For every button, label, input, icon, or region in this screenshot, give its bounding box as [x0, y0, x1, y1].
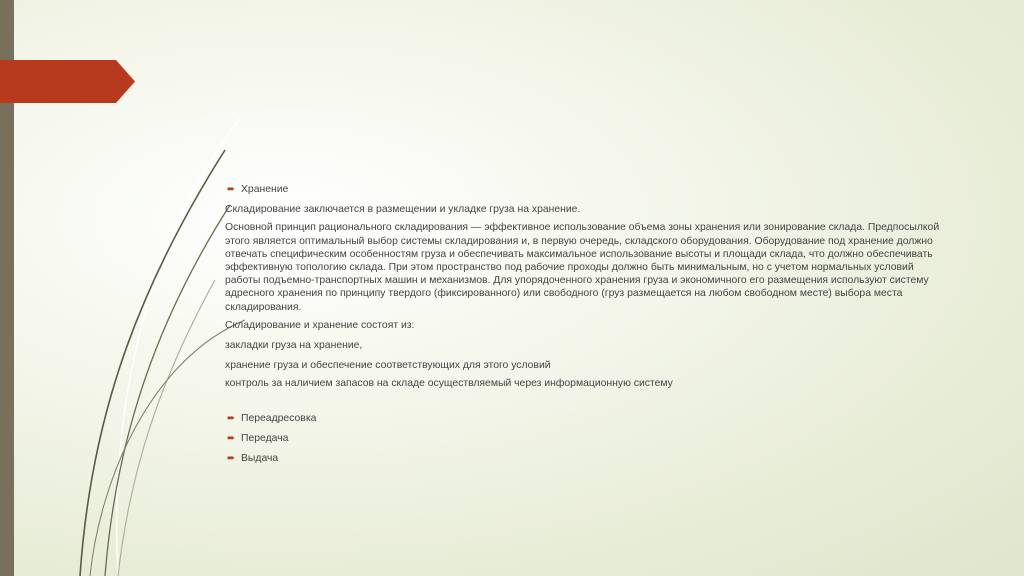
- paragraph-6: контроль за наличием запасов на складе осуществляемый через информационную систему: [225, 378, 673, 390]
- arrow-bullet-icon: ➨: [227, 432, 236, 444]
- paragraph-5: хранение груза и обеспечение соответствующих для этого условий: [225, 360, 551, 372]
- arrow-bullet-icon: ➨: [227, 453, 236, 465]
- paragraph-1: Складирование заключается в размещении и укладке груза на хранение.: [225, 204, 581, 216]
- bullet-item: [225, 432, 950, 445]
- bullet-label: Переадресовка: [241, 412, 317, 424]
- paragraph-2: Основной принцип рационального складирования — эффективное использование объема зоны хранения или зонирование склада. Предпосылкой этого является оптимальный выбор системы складирования и, в первую очередь, складского оборудования. Оборудование под хранение должно отвечать специфическим особенностям груза и обеспечивать максимальное использование высоты и площади склада, что должно обеспечивать эффективную топологию склада. При этом пространство под рабочие проходы должно быть минимальным, но с учетом нормальных условий работы подъемно-транспортных машин и механизмов. Для упорядоченного хранения груза и экономичного его размещения используют систему адресного хранения по принципу твердого (фиксированного) или свободного (груз размещается на любом свободном месте) выбора места складирования.: [225, 222, 940, 313]
- heading-bullet: [225, 183, 950, 196]
- arrow-bullet-icon: ➨: [227, 184, 236, 195]
- paragraph-3: Складирование и хранение состоят из:: [225, 319, 415, 331]
- bullet-label: Передача: [241, 432, 289, 444]
- arrow-bullet-icon: ➨: [227, 412, 236, 424]
- red-title-tab: [0, 60, 135, 103]
- bullet-item: [225, 412, 950, 425]
- bullet-item: [225, 452, 950, 465]
- slide-content: [225, 183, 950, 465]
- slide-heading: Хранение: [241, 184, 289, 195]
- bullet-label: Выдача: [241, 453, 279, 465]
- paragraph-4: закладки груза на хранение,: [225, 340, 363, 352]
